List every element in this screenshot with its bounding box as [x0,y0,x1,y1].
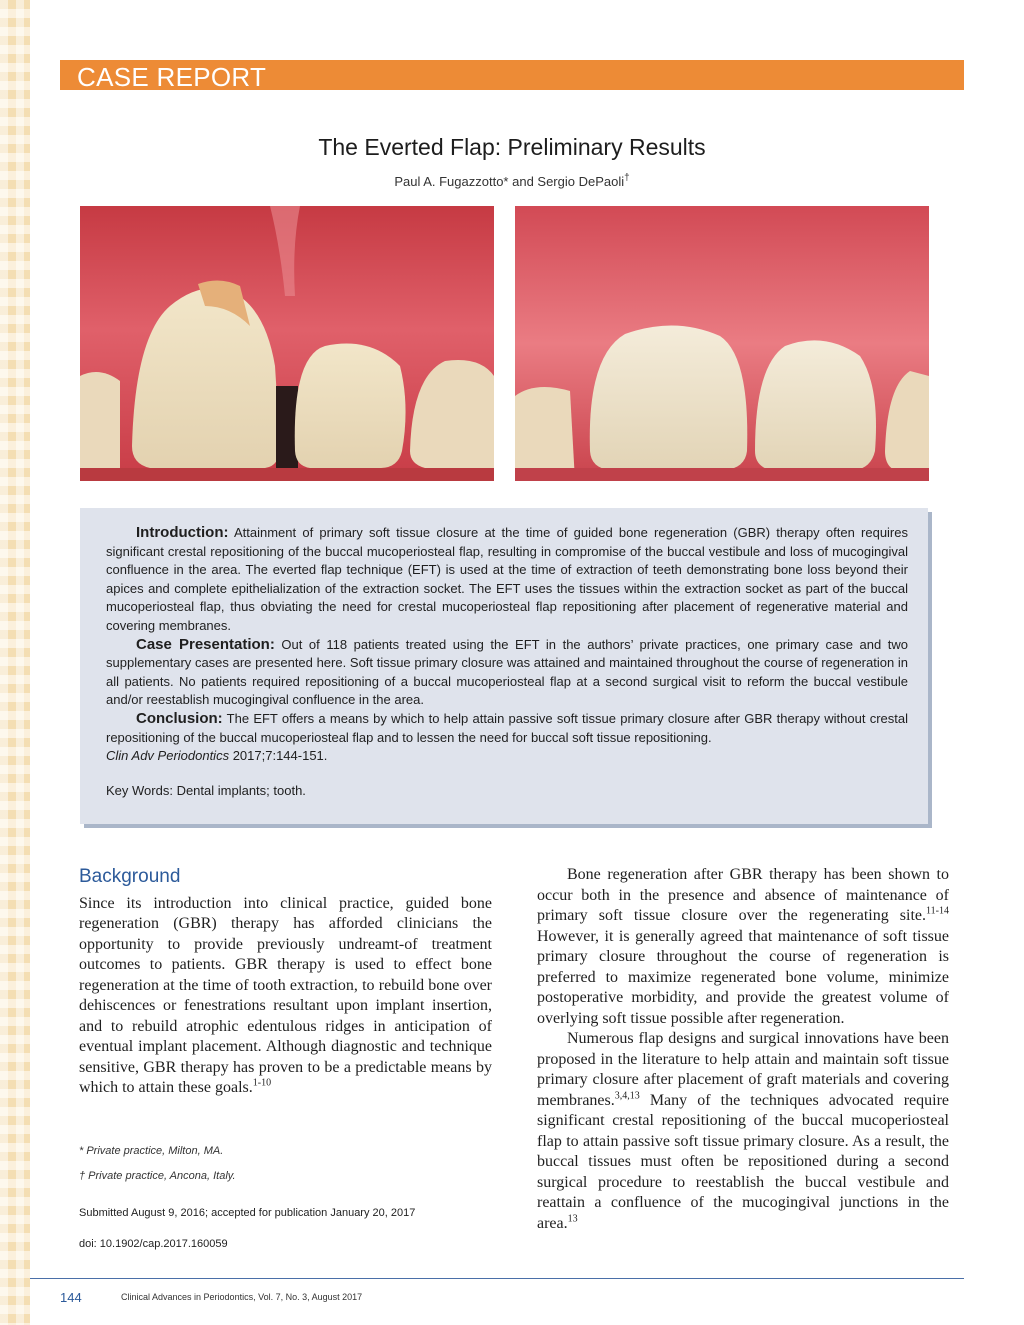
introduction-text: Attainment of primary soft tissue closure at the time of guided bone regeneration (GBR) therapy often requires significant crestal repositioning of the buccal mucoperiosteal flap, resulting in compromise of the buccal vestibule and loss of mucogingival confluence in the area. The everted flap technique (EFT) is used at the time of extraction of teeth demonstrating bone loss beyond their apices and complete epithelialization of the extraction socket. The EFT uses the tissues within the extraction socket as part of the buccal mucoperiosteal flap, thus obviating the need for crestal mucoperiosteal flap repositioning after placement of regenerative material and covering membranes. [106,525,908,633]
introduction-heading: Introduction: [136,524,229,541]
citation [106,747,908,766]
journal-footer: Clinical Advances in Periodontics, Vol. 7, No. 3, August 2017 [121,1292,363,1302]
right-paragraph-1-reference: 11-14 [926,905,949,917]
article-title: The Everted Flap: Preliminary Results [318,134,706,160]
clinical-photo-after [515,206,929,481]
section-banner [60,60,964,90]
citation-details: 2017;7:144-151. [229,748,328,764]
conclusion-heading: Conclusion: [136,709,223,727]
abstract-introduction [106,524,908,636]
citation-journal: Clin Adv Periodontics [106,748,230,764]
author-line [0,174,1024,189]
right-paragraph-1-text-b: However, it is generally agreed that maintenance of soft tissue primary closure throughout the course of regeneration is preferred to maximize regenerated bone volume, minimize postoperative morbidity, and provide the greatest volume of overlying soft tissue possible after regeneration. [537,927,949,1027]
background-reference: 1-10 [252,1077,272,1089]
case-presentation-text: Out of 118 patients treated using the EFT in the authors’ private practices, one primary case and two supplementary cases are presented here. Soft tissue primary closure was attained and maintained throughout the course of regeneration in all patients. No patients required repositioning of a buccal mucoperiosteal flap at a second surgical visit to reform the buccal vestibule and/or reestablish mucogingival confluence in the area. [106,636,908,708]
case-presentation-heading: Case Presentation: [136,635,275,653]
abstract-box [80,508,928,824]
decorative-left-strip [0,0,30,1325]
key-words-text: : Dental implants; tooth. [169,782,306,798]
footnote-milton: * Private practice, Milton, MA. [79,1145,224,1157]
abstract-conclusion [106,710,908,747]
background-paragraph [79,894,492,1099]
right-paragraph-2-text-b: Many of the techniques advocated require significant crestal repositioning of the buccal mucoperiosteal flap to attain passive soft tissue primary closure. As a result, the buccal tissues must often be repositioned during a second surgical procedure to reestablish the buccal vestibule and reattain a confluence of the mucogingival junctions in the area. [537,1091,949,1232]
background-heading: Background [79,866,181,887]
author-dagger: † [624,172,630,184]
submission-dates: Submitted August 9, 2016; accepted for publication January 20, 2017 [79,1207,416,1219]
key-words [106,782,908,801]
conclusion-text: The EFT offers a means by which to help attain passive soft tissue primary closure after GBR therapy without crestal repositioning of the buccal mucoperiosteal flap and to lessen the need for buccal soft tissue repositioning. [106,710,908,745]
section-label: CASE REPORT [77,62,267,92]
right-paragraph-1-text-a: Bone regeneration after GBR therapy has been shown to occur both in the presence and absence of maintenance of primary soft tissue closure over the regenerating site. [537,866,949,924]
left-column [79,867,492,1099]
footer-rule [30,1278,964,1279]
doi: doi: 10.1902/cap.2017.160059 [79,1238,228,1250]
footnote-ancona: † Private practice, Ancona, Italy. [79,1170,236,1182]
right-paragraph-2-text-a: Numerous flap designs and surgical innovations have been proposed in the literature to help attain and maintain soft tissue primary closure after placement of graft materials and covering membranes. [537,1030,949,1109]
clinical-photo-before [80,206,494,481]
key-words-label: Key Words [106,782,170,798]
right-paragraph-1 [537,865,949,1029]
author-names: Paul A. Fugazzotto* and Sergio DePaoli [394,174,625,189]
right-column [537,865,949,1234]
right-paragraph-2-reference: 3,4,13 [614,1090,640,1102]
abstract-case-presentation [106,636,908,710]
right-paragraph-2 [537,1029,949,1234]
background-text: Since its introduction into clinical practice, guided bone regeneration (GBR) therapy has afforded clinicians the opportunity to provide previously undreamt-of treatment outcomes to patients. GBR therapy is used to effect bone regeneration at the time of tooth extraction, to rebuild bone over dehiscences or fenestrations resultant upon implant insertion, and to rebuild atrophic edentulous ridges in anticipation of eventual implant placement. Although diagnostic and technique sensitive, GBR therapy has proven to be a predictable means by which to attain these goals. [79,894,492,1096]
page-number: 144 [60,1290,82,1305]
right-paragraph-2-reference-end: 13 [567,1213,578,1225]
